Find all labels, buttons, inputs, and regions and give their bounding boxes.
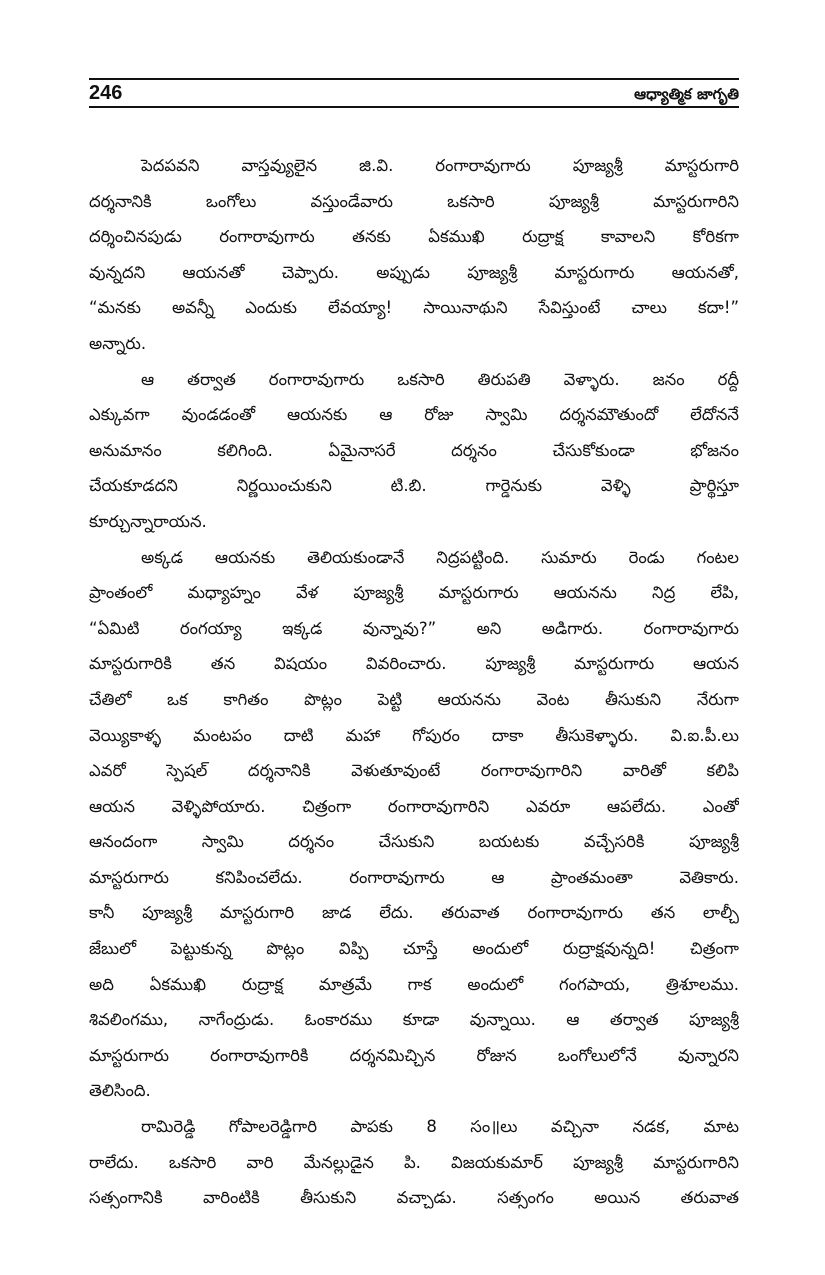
text-line: ఆ తర్వాత రంగారావుగారు ఒకసారి తిరుపతి వెళ్ళారు. జనం రద్దీ xyxy=(141,369,739,389)
text-line: దర్శనానికి ఒంగోలు వస్తుండేవారు ఒకసారి పూజ్యశ్రీ మాస్టరుగారిని xyxy=(89,191,739,211)
text-line: అది ఏకముఖి రుద్రాక్ష మాత్రమే గాక అందులో గంగపాయ, త్రిశూలము. xyxy=(89,974,739,994)
text-line: కూర్చున్నారాయన. xyxy=(89,511,207,531)
page-number: 246 xyxy=(89,82,123,104)
paragraph-1 xyxy=(89,148,739,362)
text-line: పెదపవని వాస్తవ్యులైన జి.వి. రంగారావుగారు పూజ్యశ్రీ మాస్టరుగారి xyxy=(141,156,739,175)
header-top-rule xyxy=(89,78,739,80)
body-text xyxy=(89,148,739,1216)
text-line: రాలేదు. ఒకసారి వారి మేనల్లుడైన పి. విజయకుమార్ పూజ్యశ్రీ మాస్టరుగారిని xyxy=(89,1152,739,1172)
text-line: ప్రాంతంలో మధ్యాహ్నం వేళ పూజ్యశ్రీ మాస్టరుగారు ఆయనను నిద్ర లేపి, xyxy=(89,583,739,603)
text-line: సత్సంగానికి వారింటికి తీసుకుని వచ్చాడు. సత్సంగం అయిన తరువాత xyxy=(89,1188,739,1208)
text-line: మాస్టరుగారు రంగారావుగారికి దర్శనమిచ్చిన రోజున ఒంగోలులోనే వున్నారని xyxy=(89,1045,739,1065)
paragraph-4 xyxy=(89,1109,739,1216)
text-line: తెలిసింది. xyxy=(89,1081,151,1101)
header-bottom-rule xyxy=(89,106,739,108)
text-line: శివలింగము, నాగేంద్రుడు. ఓంకారము కూడా వున్నాయి. ఆ తర్వాత పూజ్యశ్రీ xyxy=(89,1010,739,1030)
text-line: “ఏమిటి రంగయ్యా ఇక్కడ వున్నావు?” అని అడిగారు. రంగారావుగారు xyxy=(89,618,739,638)
text-line: చేయకూడదని నిర్ణయించుకుని టి.బి. గార్డెనుకు వెళ్ళి ప్రార్థిస్తూ xyxy=(89,476,739,496)
running-title: ఆధ్యాత్మిక జాగృతి xyxy=(634,85,739,103)
paragraph-2 xyxy=(89,362,739,540)
text-line: ఆనందంగా స్వామి దర్శనం చేసుకుని బయటకు వచ్చేసరికి పూజ్యశ్రీ xyxy=(89,832,739,852)
text-line: అక్కడ ఆయనకు తెలియకుండానే నిద్రపట్టింది. సుమారు రెండు గంటల xyxy=(141,547,739,567)
text-line: వున్నదని ఆయనతో చెప్పారు. అప్పుడు పూజ్యశ్రీ మాస్టరుగారు ఆయనతో, xyxy=(89,262,739,282)
text-line: అన్నారు. xyxy=(89,333,147,353)
text-line: “మనకు అవన్నీ ఎందుకు లేవయ్యా! సాయినాథుని సేవిస్తుంటే చాలు కదా!” xyxy=(89,298,739,318)
text-line: దర్శించినపుడు రంగారావుగారు తనకు ఏకముఖి రుద్రాక్ష కావాలని కోరికగా xyxy=(89,227,739,247)
text-line: రామిరెడ్డి గోపాలరెడ్డిగారి పాపకు 8 సం॥లు వచ్చినా నడక, మాట xyxy=(141,1117,739,1137)
text-line: కానీ పూజ్యశ్రీ మాస్టరుగారి జాడ లేదు. తరువాత రంగారావుగారు తన లాల్చీ xyxy=(89,903,739,923)
text-line: జేబులో పెట్టుకున్న పొట్లం విప్పి చూస్తే అందులో రుద్రాక్షవున్నది! చిత్రంగా xyxy=(89,939,739,959)
text-line: ఎక్కువగా వుండడంతో ఆయనకు ఆ రోజు స్వామి దర్శనమౌతుందో లేదోననే xyxy=(89,405,739,425)
text-line: మాస్టరుగారు కనిపించలేదు. రంగారావుగారు ఆ ప్రాంతమంతా వెతికారు. xyxy=(89,867,739,887)
text-line: ఆయన వెళ్ళిపోయారు. చిత్రంగా రంగారావుగారిని ఎవరూ ఆపలేదు. ఎంతో xyxy=(89,796,739,816)
page-header xyxy=(89,78,739,108)
text-line: ఎవరో స్పెషల్ దర్శనానికి వెళుతూవుంటే రంగారావుగారిని వారితో కలిపి xyxy=(89,761,739,781)
paragraph-3 xyxy=(89,540,739,1110)
text-line: మాస్టరుగారికి తన విషయం వివరించారు. పూజ్యశ్రీ మాస్టరుగారు ఆయన xyxy=(89,654,739,674)
text-line: అనుమానం కలిగింది. ఏమైనాసరే దర్శనం చేసుకోకుండా భోజనం xyxy=(89,440,739,460)
text-line: వెయ్యికాళ్ళ మంటపం దాటి మహా గోపురం దాకా తీసుకెళ్ళారు. వి.ఐ.పీ.లు xyxy=(89,725,739,745)
text-line: చేతిలో ఒక కాగితం పొట్లం పెట్టి ఆయనను వెంట తీసుకుని నేరుగా xyxy=(89,689,739,709)
